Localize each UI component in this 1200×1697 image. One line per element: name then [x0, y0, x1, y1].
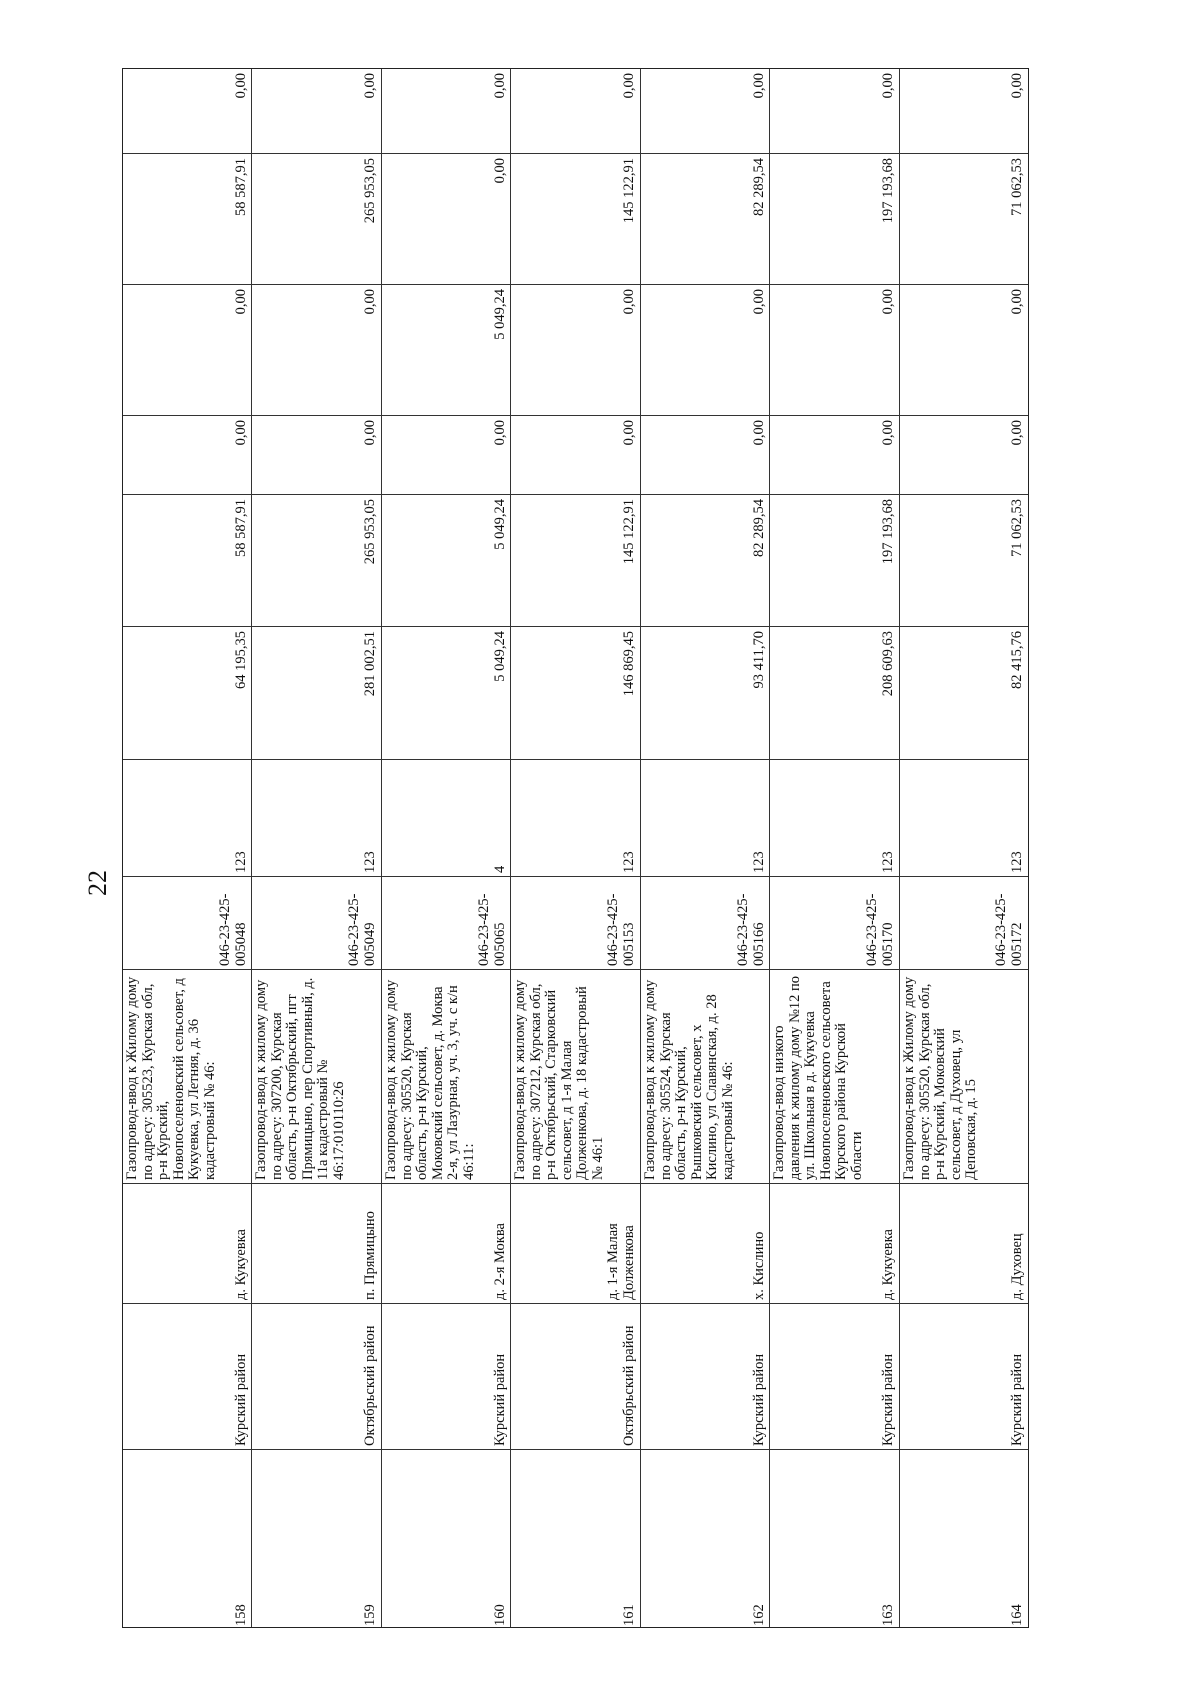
cell-text-v4: 265 953,05 [362, 158, 379, 224]
cell-text-total: 208 609,63 [880, 631, 897, 697]
cell-v2 [641, 415, 769, 495]
cell-text-num: 161 [621, 1604, 638, 1626]
cell-description [252, 969, 380, 1184]
cell-text-code: 046-23-425-005049 [346, 893, 379, 966]
cell-text-v3: 0,00 [1008, 289, 1025, 315]
cell-locality [382, 1183, 510, 1304]
cell-text-count: 123 [232, 851, 249, 873]
table-row [123, 69, 252, 1627]
cell-text-locality: д. 1-я Малая Долженкова [605, 1223, 638, 1300]
cell-text-count: 123 [880, 851, 897, 873]
cell-v3 [511, 284, 639, 416]
cell-v1 [641, 494, 769, 627]
cell-text-num: 158 [232, 1604, 249, 1626]
cell-text-count: 123 [362, 851, 379, 873]
cell-text-description: Газопровод-ввод к жилому дому по адресу: 305520, Курская область, р-н Курский, Моковский сельсовет, д. Моква 2-я, ул Лазурная, уч. 3, уч. с к/н 46:11: [382, 979, 477, 1180]
cell-count [511, 759, 639, 877]
cell-v5 [900, 69, 1028, 153]
table-row [900, 69, 1028, 1627]
cell-text-v2: 0,00 [1008, 420, 1025, 446]
cell-text-v5: 0,00 [1008, 73, 1025, 99]
cell-code [382, 876, 510, 970]
cell-locality [252, 1183, 380, 1304]
cell-locality [511, 1183, 639, 1304]
cell-v1 [382, 494, 510, 627]
cell-text-description: Газопровод-ввод к Жилому дому по адресу: 305520, Курская обл, р-н Курский, Моковский сельсовет, д Духовец, ул Деповская, д. 15 [900, 976, 979, 1180]
cell-v1 [511, 494, 639, 627]
table-row [770, 69, 899, 1627]
cell-text-num: 163 [880, 1604, 897, 1626]
cell-v3 [382, 284, 510, 416]
cell-district [252, 1303, 380, 1450]
cell-v1 [252, 494, 380, 627]
cell-count [252, 759, 380, 877]
cell-v5 [252, 69, 380, 153]
cell-code [511, 876, 639, 970]
cell-v2 [382, 415, 510, 495]
cell-text-v3: 0,00 [750, 289, 767, 315]
cell-text-v3: 0,00 [880, 289, 897, 315]
cell-count [382, 759, 510, 877]
cell-code [123, 876, 251, 970]
cell-v5 [382, 69, 510, 153]
page-number: 22 [83, 870, 112, 896]
cell-v5 [511, 69, 639, 153]
cell-text-district: Курский район [232, 1353, 249, 1446]
cell-district [382, 1303, 510, 1450]
cell-text-count: 4 [491, 865, 508, 873]
cell-v2 [252, 415, 380, 495]
cell-v4 [641, 153, 769, 285]
cell-text-num: 162 [750, 1604, 767, 1626]
cell-v2 [511, 415, 639, 495]
cell-text-total: 281 002,51 [362, 631, 379, 697]
cell-text-count: 123 [621, 851, 638, 873]
cell-text-locality: д. Кукуевка [232, 1229, 249, 1300]
cell-total [123, 626, 251, 760]
cell-text-description: Газопровод-ввод к Жилому дому по адресу: 305523, Курская обл, р-н Курский, Новопоселеновский сельсовет, д Кукуевка, ул Летняя, д. 36 кадастровый № 46: [124, 976, 218, 1180]
cell-text-v1: 145 122,91 [621, 499, 638, 565]
cell-text-count: 123 [750, 851, 767, 873]
cell-v3 [252, 284, 380, 416]
cell-text-code: 046-23-425-005166 [735, 893, 767, 966]
cell-text-district: Курский район [491, 1353, 508, 1446]
cell-v5 [123, 69, 251, 153]
cell-text-v4: 58 587,91 [232, 158, 249, 216]
cell-code [252, 876, 380, 970]
cell-text-v1: 265 953,05 [362, 499, 379, 565]
cell-v3 [123, 284, 251, 416]
cell-text-v2: 0,00 [621, 420, 638, 446]
cell-v3 [770, 284, 898, 416]
cell-count [900, 759, 1028, 877]
cell-text-v5: 0,00 [491, 73, 508, 99]
table-row [641, 69, 770, 1627]
cell-num [382, 1449, 510, 1630]
cell-text-v4: 71 062,53 [1008, 158, 1025, 216]
cell-v4 [123, 153, 251, 285]
cell-text-v3: 0,00 [362, 289, 379, 315]
cell-total [900, 626, 1028, 760]
cell-text-v1: 82 289,54 [750, 499, 767, 557]
cell-text-district: Октябрьский район [362, 1325, 379, 1446]
cell-count [123, 759, 251, 877]
cell-text-v1: 58 587,91 [232, 499, 249, 557]
cell-locality [900, 1183, 1028, 1304]
cell-text-count: 123 [1008, 851, 1025, 873]
cell-text-v2: 0,00 [232, 420, 249, 446]
cell-total [252, 626, 380, 760]
cell-description [641, 969, 769, 1184]
cell-v4 [900, 153, 1028, 285]
cell-text-v5: 0,00 [621, 73, 638, 99]
cell-total [770, 626, 898, 760]
table-row [382, 69, 511, 1627]
cell-text-v3: 0,00 [232, 289, 249, 315]
cell-locality [770, 1183, 898, 1304]
cell-district [770, 1303, 898, 1450]
cell-code [900, 876, 1028, 970]
cell-v4 [252, 153, 380, 285]
cell-v5 [641, 69, 769, 153]
cell-text-v5: 0,00 [232, 73, 249, 99]
cell-text-v4: 82 289,54 [750, 158, 767, 216]
cell-description [770, 969, 898, 1184]
cell-description [382, 969, 510, 1184]
cell-num [641, 1449, 769, 1630]
cell-text-description: Газопровод-ввод низкого давления к жилому дому №12 по ул. Школьная в д. Кукуевка Новопоселеновского сельсовета Курского района Курской области [771, 975, 865, 1180]
cell-text-district: Курский район [880, 1353, 897, 1446]
cell-total [382, 626, 510, 760]
cell-text-v5: 0,00 [880, 73, 897, 99]
cell-text-num: 164 [1008, 1604, 1025, 1626]
cell-text-v2: 0,00 [491, 420, 508, 446]
cell-text-total: 64 195,35 [232, 631, 249, 689]
cell-text-v4: 197 193,68 [880, 158, 897, 224]
cell-text-total: 5 049,24 [491, 631, 508, 682]
cell-text-code: 046-23-425-005065 [476, 893, 508, 966]
cell-v4 [770, 153, 898, 285]
cell-count [770, 759, 898, 877]
cell-v4 [382, 153, 510, 285]
cell-text-v2: 0,00 [362, 420, 379, 446]
cell-text-locality: д. Духовец [1008, 1233, 1025, 1300]
cell-count [641, 759, 769, 877]
cell-district [900, 1303, 1028, 1450]
cell-text-v1: 197 193,68 [880, 499, 897, 565]
cell-text-code: 046-23-425-005048 [217, 893, 249, 966]
cell-district [123, 1303, 251, 1450]
cell-text-v1: 5 049,24 [491, 499, 508, 550]
table-row [252, 69, 381, 1627]
cell-text-v2: 0,00 [880, 420, 897, 446]
cell-text-num: 159 [362, 1604, 379, 1626]
cell-description [900, 969, 1028, 1184]
cell-text-locality: д. 2-я Моква [491, 1223, 508, 1300]
cell-description [511, 969, 639, 1184]
cell-v2 [123, 415, 251, 495]
cell-text-v3: 0,00 [621, 289, 638, 315]
table-row [511, 69, 640, 1627]
cell-district [641, 1303, 769, 1450]
cell-text-total: 146 869,45 [621, 631, 638, 697]
cell-v2 [900, 415, 1028, 495]
cell-text-total: 93 411,70 [750, 631, 767, 689]
cell-text-total: 82 415,76 [1008, 631, 1025, 689]
cell-v1 [123, 494, 251, 627]
cell-text-description: Газопровод-ввод к жилому дому по адресу: 305524, Курская область, р-н Курский, Рышковский сельсовет, х Кислино, ул Славянская, д. 28 кадастровый № 46: [641, 979, 736, 1180]
cell-text-v5: 0,00 [750, 73, 767, 99]
cell-num [770, 1449, 898, 1630]
cell-text-v5: 0,00 [362, 73, 379, 99]
cell-num [900, 1449, 1028, 1630]
cell-locality [641, 1183, 769, 1304]
cell-total [641, 626, 769, 760]
cell-text-v2: 0,00 [750, 420, 767, 446]
cell-v1 [770, 494, 898, 627]
cell-text-description: Газопровод-ввод к жилому дому по адресу: 307212, Курская обл, р-н Октябрьский, Старковский сельсовет, д 1-я Малая Долженкова, д. 18 кадастровый № 46:1 [512, 979, 606, 1180]
data-table [122, 68, 1029, 1628]
cell-text-num: 160 [491, 1604, 508, 1626]
cell-text-v1: 71 062,53 [1008, 499, 1025, 557]
cell-code [770, 876, 898, 970]
cell-text-locality: п. Прямицыно [362, 1211, 379, 1300]
cell-v5 [770, 69, 898, 153]
cell-v2 [770, 415, 898, 495]
cell-description [123, 969, 251, 1184]
cell-text-code: 046-23-425-005170 [864, 893, 897, 966]
cell-text-district: Курский район [750, 1353, 767, 1446]
cell-v3 [641, 284, 769, 416]
cell-text-locality: д. Кукуевка [880, 1229, 897, 1300]
cell-text-district: Октябрьский район [621, 1325, 638, 1446]
cell-text-description: Газопровод-ввод к жилому дому по адресу: 307200, Курская область, р-н Октябрьский, пгт Прямицыно, пер Спортивный, д. 11а кадастровый № 46:17:010110:26 [253, 977, 347, 1180]
cell-num [123, 1449, 251, 1630]
cell-locality [123, 1183, 251, 1304]
cell-text-v4: 0,00 [491, 158, 508, 184]
cell-v4 [511, 153, 639, 285]
cell-v3 [900, 284, 1028, 416]
cell-text-v3: 5 049,24 [491, 289, 508, 340]
cell-text-code: 046-23-425-005153 [605, 893, 638, 966]
cell-text-v4: 145 122,91 [621, 158, 638, 224]
cell-district [511, 1303, 639, 1450]
cell-text-district: Курский район [1008, 1353, 1025, 1446]
cell-num [511, 1449, 639, 1630]
cell-total [511, 626, 639, 760]
cell-text-locality: х. Кислино [750, 1231, 767, 1300]
cell-text-code: 046-23-425-005172 [992, 893, 1025, 966]
cell-v1 [900, 494, 1028, 627]
cell-code [641, 876, 769, 970]
cell-num [252, 1449, 380, 1630]
